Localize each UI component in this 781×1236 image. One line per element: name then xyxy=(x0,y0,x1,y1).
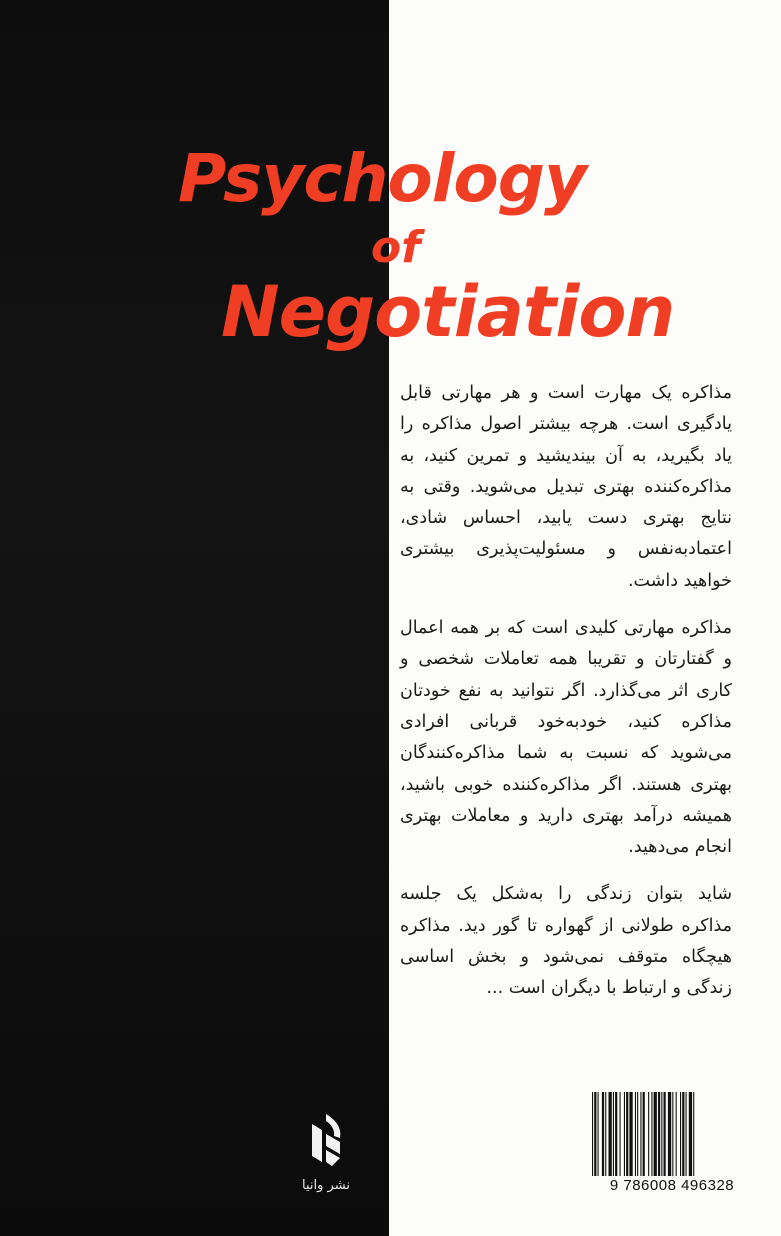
title-line-psychology: Psychology xyxy=(178,140,587,217)
barcode-bar xyxy=(598,1092,599,1176)
barcode-bar xyxy=(615,1092,617,1176)
barcode-bar xyxy=(672,1092,673,1176)
barcode-bar xyxy=(629,1092,632,1176)
barcode-bar xyxy=(658,1092,660,1176)
barcode-bar xyxy=(602,1092,604,1176)
barcode-bar xyxy=(592,1092,593,1176)
barcode-bar xyxy=(643,1092,645,1176)
barcode-bar xyxy=(637,1092,638,1176)
blurb-paragraph-3: شاید بتوان زندگی را به‌شکل یک جلسه مذاکره طولانی از گهواره تا گور دید. مذاکره هیچگاه متوقف نمی‌شود و بخش اساسی زندگی و ارتباط با دیگران است ... xyxy=(400,884,732,999)
barcode-bar xyxy=(651,1092,652,1176)
barcode-bar xyxy=(682,1092,684,1176)
blurb-paragraph-1: مذاکره یک مهارت است و هر مهارتی قابل یادگیری است. هرچه بیشتر اصول مذاکره را یاد بگیرید، به آن بیندیشید و تمرین کنید، به مذاکره‌کننده بهتری تبدیل می‌شوید. وقتی به نتایج بهتری دست یابید، احساس شادی، اعتمادبه‌نفس و مسئولیت‌پذیری بیشتری خواهید داشت. xyxy=(400,383,732,591)
blurb-paragraph-2: مذاکره مهارتی کلیدی است که بر همه اعمال و گفتارتان و تقریبا همه تعاملات شخصی و کاری اثر می‌گذارد. اگر نتوانید به نفع خودتان مذاکره کنید، خودبه‌خود قربانی افرادی می‌شوید که نسبت به شما مذاکره‌کنندگان بهتری هستند. اگر مذاکره‌کننده خوبی باشید، همیشه درآمد بهتری دارید و معاملات بهتری انجام می‌دهید. xyxy=(400,618,732,858)
barcode-bar xyxy=(620,1092,621,1176)
isbn-barcode xyxy=(588,1092,756,1202)
blurb-text xyxy=(400,378,732,1021)
barcode-bar xyxy=(613,1092,614,1176)
barcode-bar xyxy=(640,1092,641,1176)
barcode-bar xyxy=(635,1092,636,1176)
barcode-bar xyxy=(693,1092,694,1176)
barcode-bar xyxy=(594,1092,596,1176)
barcode-bar xyxy=(648,1092,649,1176)
barcode-bars xyxy=(588,1092,756,1176)
barcode-bar xyxy=(609,1092,612,1176)
barcode-bar xyxy=(668,1092,671,1176)
barcode-bar xyxy=(686,1092,687,1176)
barcode-bar xyxy=(626,1092,628,1176)
barcode-bar xyxy=(654,1092,657,1176)
barcode-bar xyxy=(689,1092,692,1176)
title-line-of: of xyxy=(371,222,421,273)
barcode-bar xyxy=(680,1092,681,1176)
barcode-bar xyxy=(664,1092,666,1176)
barcode-bar xyxy=(605,1092,606,1176)
isbn-number: 9 786008 496328 xyxy=(609,1177,735,1194)
publisher-name: نشر وانیا xyxy=(302,1178,350,1193)
publisher-logo-icon xyxy=(296,1110,356,1170)
barcode-bar xyxy=(624,1092,625,1176)
title-line-negotiation: Negotiation xyxy=(221,271,675,353)
barcode-bar xyxy=(661,1092,662,1176)
barcode-bar xyxy=(676,1092,677,1176)
